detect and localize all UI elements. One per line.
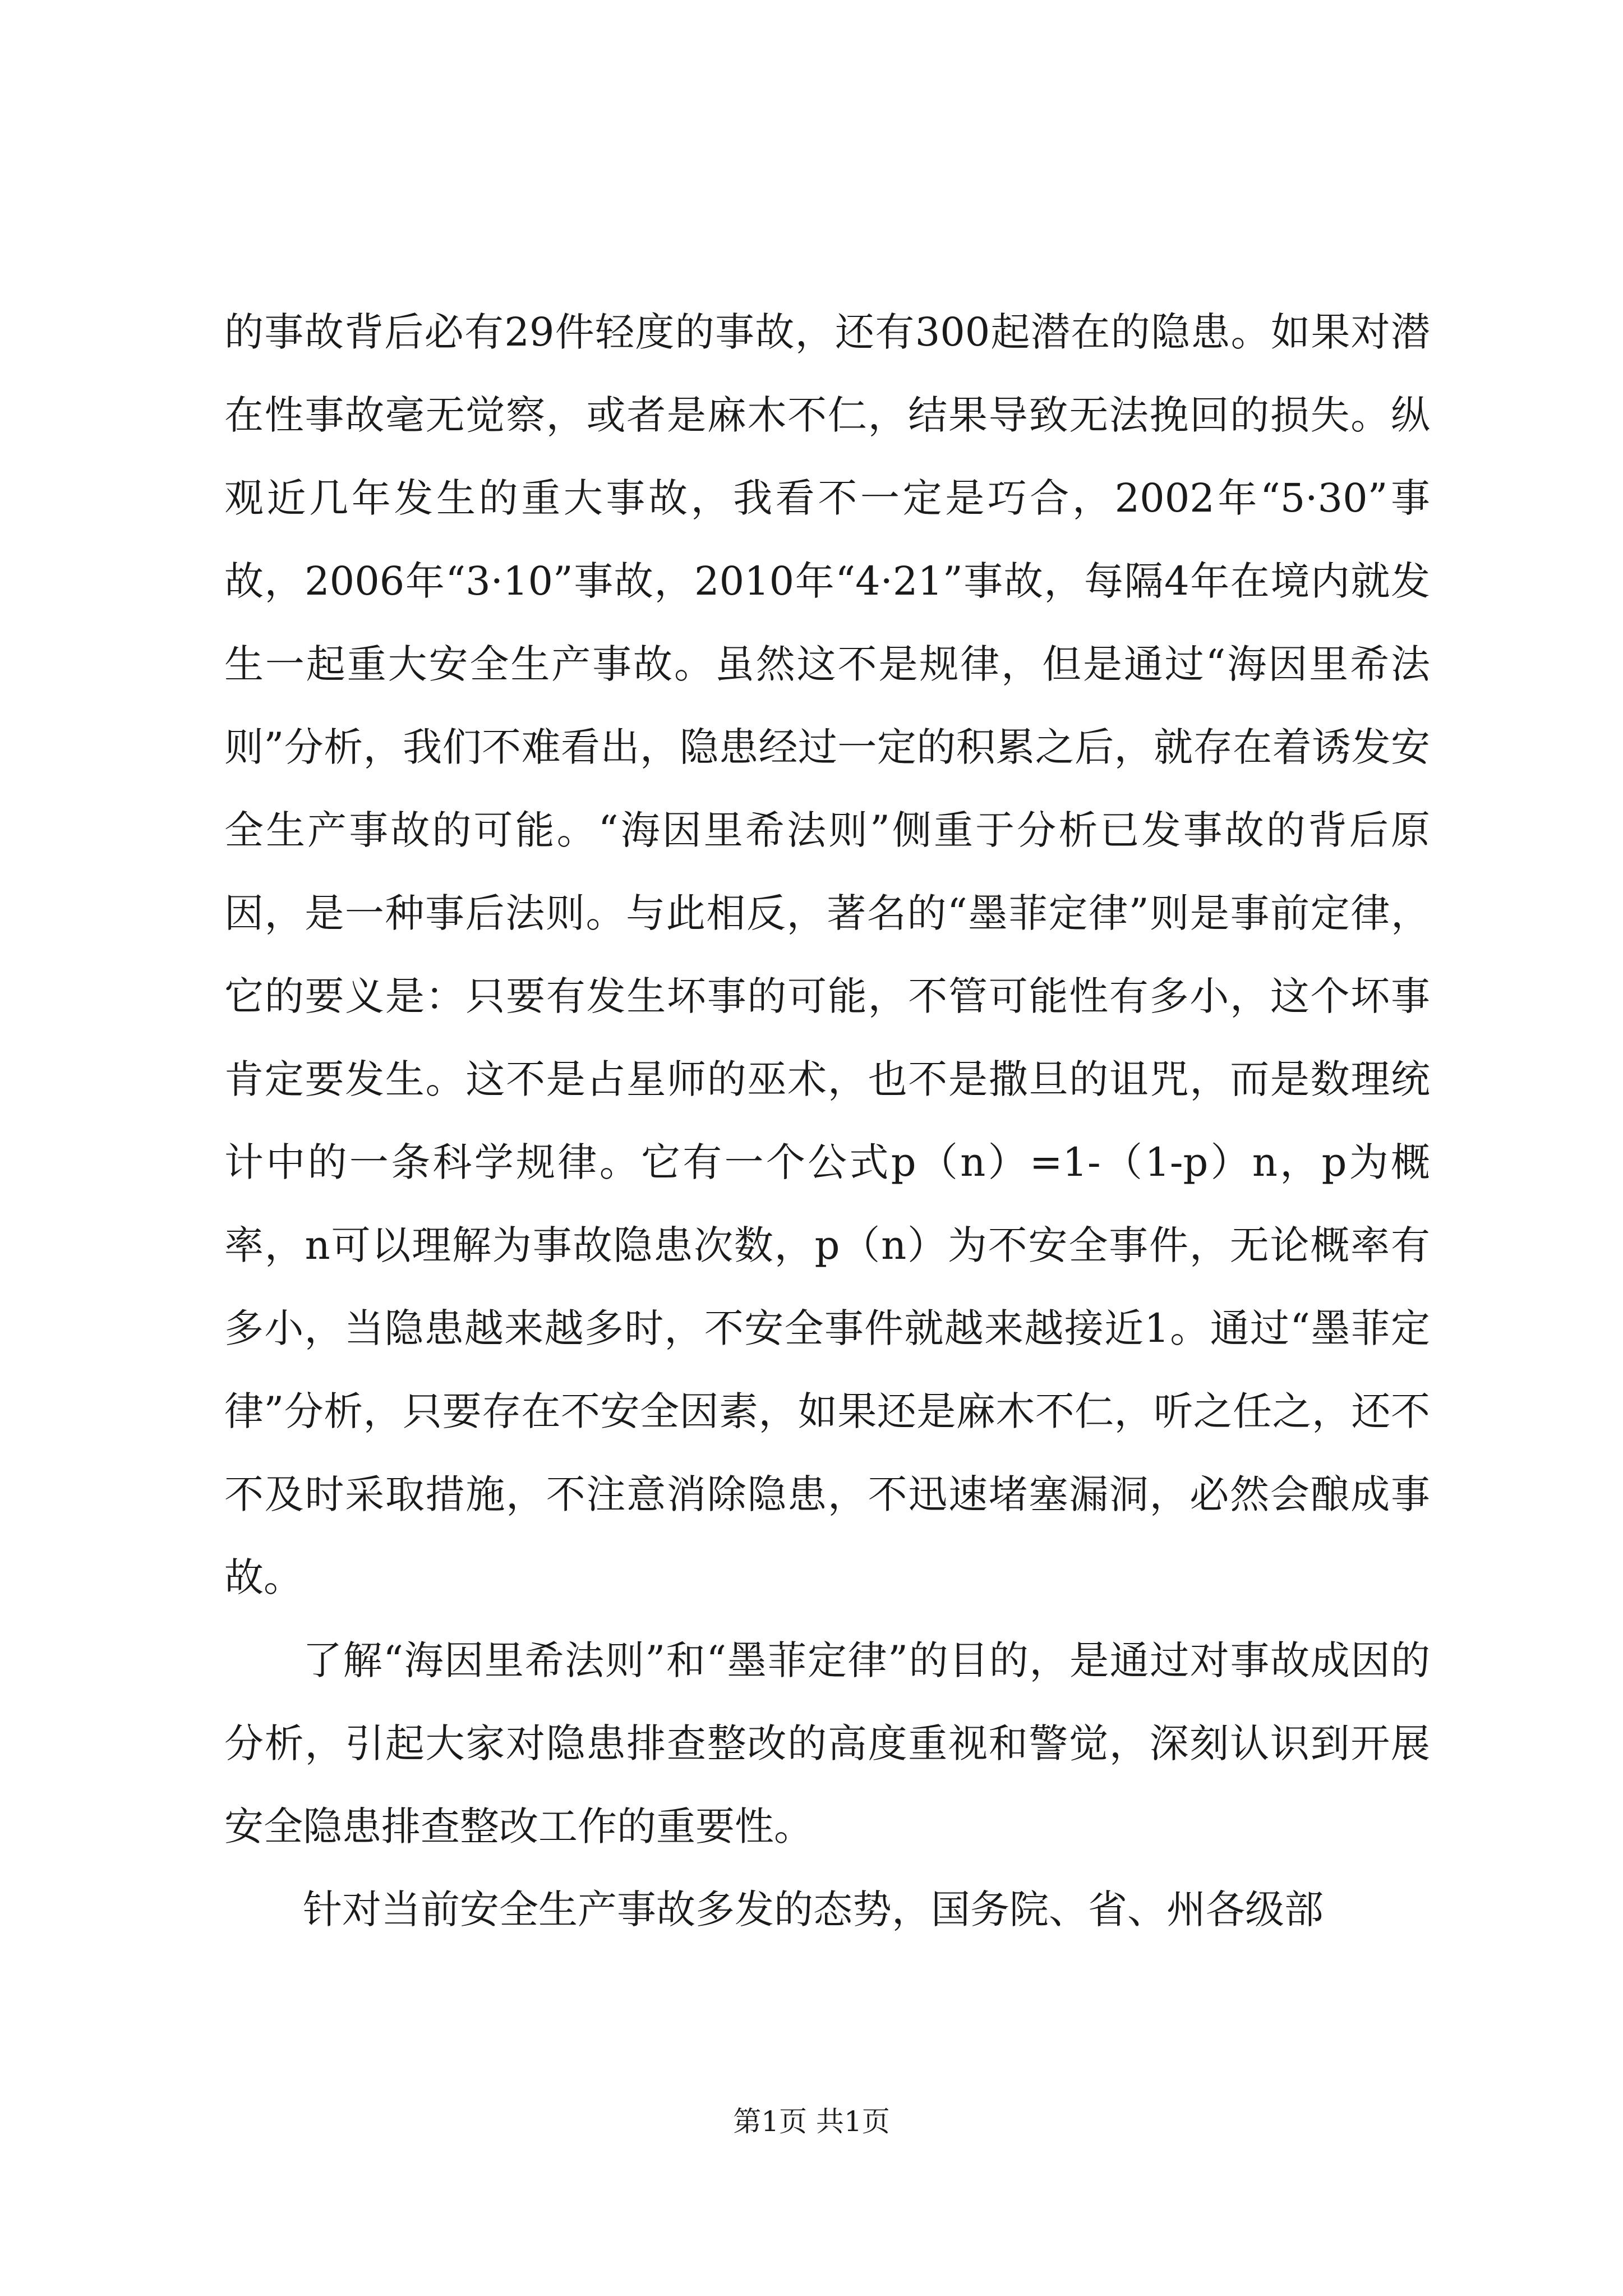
paragraph-3: 针对当前安全生产事故多发的态势，国务院、省、州各级部 [303, 1887, 1324, 1932]
page-footer: 第1页 共1页 [733, 2105, 890, 2138]
paragraph-2: 了解“海因里希法则”和“墨菲定律”的目的，是通过对事故成因的分析，引起大家对隐患排查整改的高度重视和警觉，深刻认识到开展安全隐患排查整改工作的重要性。 [224, 1637, 1430, 1849]
paragraph-1: 的事故背后必有29件轻度的事故，还有300起潜在的隐患。如果对潜在性事故毫无觉察，或者是麻木不仁，结果导致无法挽回的损失。纵观近几年发生的重大事故，我看不一定是巧合，2002年“5·30”事故，2006年“3·10”事故，2010年“4·21”事故，每隔4年在境内就发生一起重大安全生产事故。虽然这不是规律，但是通过“海因里希法则”分析，我们不难看出，隐患经过一定的积累之后，就存在着诱发安全生产事故的可能。“海因里希法则”侧重于分析已发事故的背后原因，是一种事后法则。与此相反，著名的“墨菲定律”则是事前定律，它的要义是：只要有发生坏事的可能，不管可能性有多小，这个坏事肯定要发生。这不是占星师的巫术，也不是撒旦的诅咒，而是数理统计中的一条科学规律。它有一个公式p（n）=1-（1-p）n，p为概率，n可以理解为事故隐患次数，p（n）为不安全事件，无论概率有多小，当隐患越来越多时，不安全事件就越来越接近1。通过“墨菲定律”分析，只要存在不安全因素，如果还是麻木不仁，听之任之，还不不及时采取措施，不注意消除隐患，不迅速堵塞漏洞，必然会酿成事故。 [224, 309, 1430, 1600]
document-body [224, 291, 1430, 1951]
